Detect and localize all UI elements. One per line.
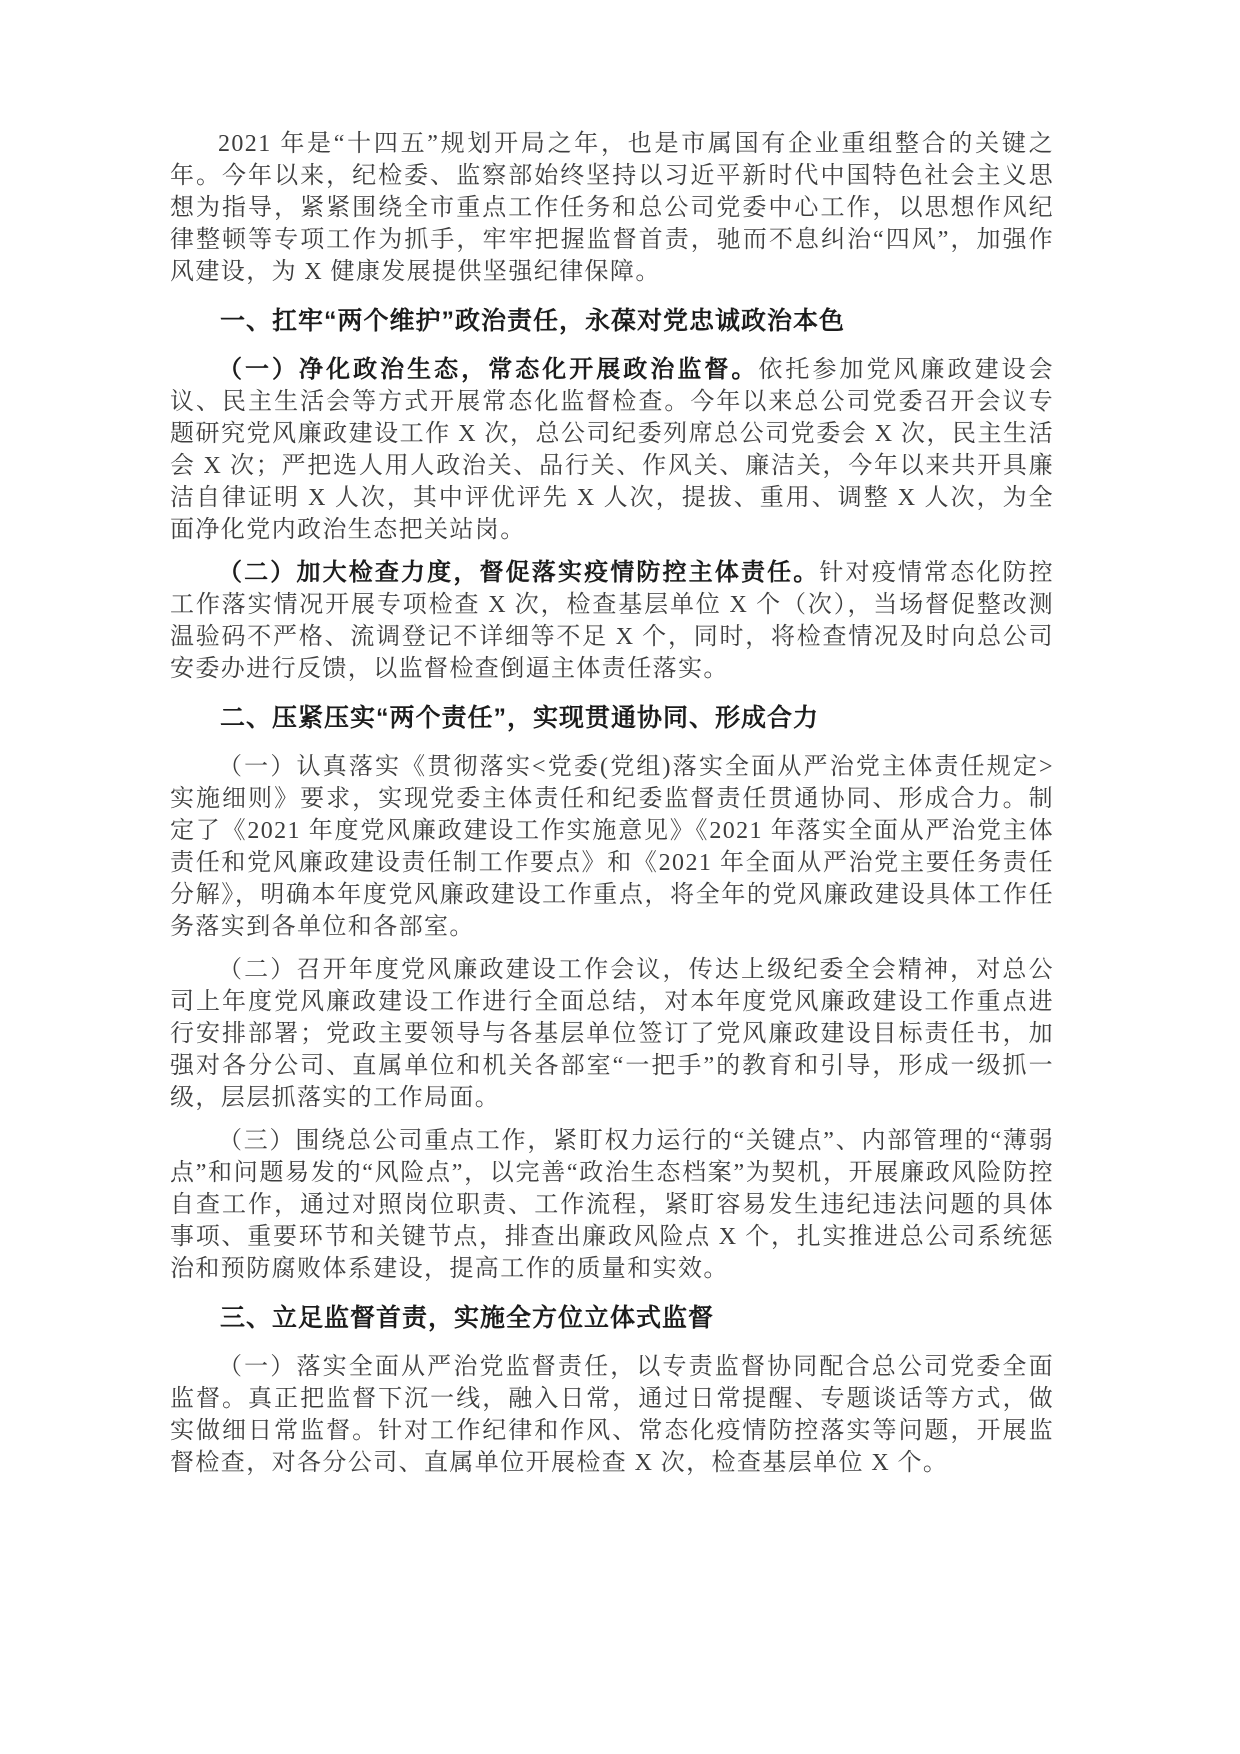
document-body bbox=[170, 128, 1054, 1479]
paragraph bbox=[170, 354, 1054, 546]
paragraph: （一）认真落实《贯彻落实<党委(党组)落实全面从严治党主体责任规定>实施细则》要求，实现党委主体责任和纪委监督责任贯通协同、形成合力。制定了《2021 年度党风廉政建设工作实施意见》《2021 年落实全面从严治党主体责任和党风廉政建设责任制工作要点》和《2021 年全面从严治党主要任务责任分解》，明确本年度党风廉政建设工作重点，将全年的党风廉政建设具体工作任务落实到各单位和各部室。 bbox=[170, 754, 1054, 940]
paragraph: （一）落实全面从严治党监督责任，以专责监督协同配合总公司党委全面监督。真正把监督下沉一线，融入日常，通过日常提醒、专题谈话等方式，做实做细日常监督。针对工作纪律和作风、常态化疫情防控落实等问题，开展监督检查，对各分公司、直属单位开展检查 X 次，检查基层单位 X 个。 bbox=[170, 1354, 1054, 1476]
section-heading-2: 二、压紧压实“两个责任”，实现贯通协同、形成合力 bbox=[220, 704, 820, 732]
paragraph-lead: （一）净化政治生态，常态化开展政治监督。 bbox=[218, 356, 759, 383]
section-heading-1: 一、扛牢“两个维护”政治责任，永葆对党忠诚政治本色 bbox=[220, 307, 846, 335]
intro-paragraph: 2021 年是“十四五”规划开局之年，也是市属国有企业重组整合的关键之年。今年以来，纪检委、监察部始终坚持以习近平新时代中国特色社会主义思想为指导，紧紧围绕全市重点工作任务和总公司党委中心工作，以思想作风纪律整顿等专项工作为抓手，牢牢把握监督首责，驰而不息纠治“四风”，加强作风建设，为 X 健康发展提供坚强纪律保障。 bbox=[170, 131, 1054, 285]
paragraph-lead: （二）加大检查力度，督促落实疫情防控主体责任。 bbox=[218, 559, 820, 586]
paragraph-text: 针对疫情常态化防控工作落实情况开展专项检查 X 次，检查基层单位 X 个（次），当场督促整改测温验码不严格、流调登记不详细等不足 X 个，同时，将检查情况及时向总公司安委办进行反馈，以监督检查倒逼主体责任落实。 bbox=[170, 560, 1054, 682]
paragraph: （二）召开年度党风廉政建设工作会议，传达上级纪委全会精神，对总公司上年度党风廉政建设工作进行全面总结，对本年度党风廉政建设工作重点进行安排部署；党政主要领导与各基层单位签订了党风廉政建设目标责任书，加强对各分公司、直属单位和机关各部室“一把手”的教育和引导，形成一级抓一级，层层抓落实的工作局面。 bbox=[170, 957, 1054, 1111]
section-heading-3: 三、立足监督首责，实施全方位立体式监督 bbox=[220, 1304, 715, 1332]
paragraph: （三）围绕总公司重点工作，紧盯权力运行的“关键点”、内部管理的“薄弱点”和问题易发的“风险点”，以完善“政治生态档案”为契机，开展廉政风险防控自查工作，通过对照岗位职责、工作流程，紧盯容易发生违纪违法问题的具体事项、重要环节和关键节点，排查出廉政风险点 X 个，扎实推进总公司系统惩治和预防腐败体系建设，提高工作的质量和实效。 bbox=[170, 1128, 1054, 1282]
paragraph bbox=[170, 557, 1054, 685]
paragraph-text: 依托参加党风廉政建设会议、民主生活会等方式开展常态化监督检查。今年以来总公司党委召开会议专题研究党风廉政建设工作 X 次，总公司纪委列席总公司党委会 X 次，民主生活会 X 次；严把选人用人政治关、品行关、作风关、廉洁关，今年以来共开具廉洁自律证明 X 人次，其中评优评先 X 人次，提拔、重用、调整 X 人次，为全面净化党内政治生态把关站岗。 bbox=[170, 357, 1055, 543]
